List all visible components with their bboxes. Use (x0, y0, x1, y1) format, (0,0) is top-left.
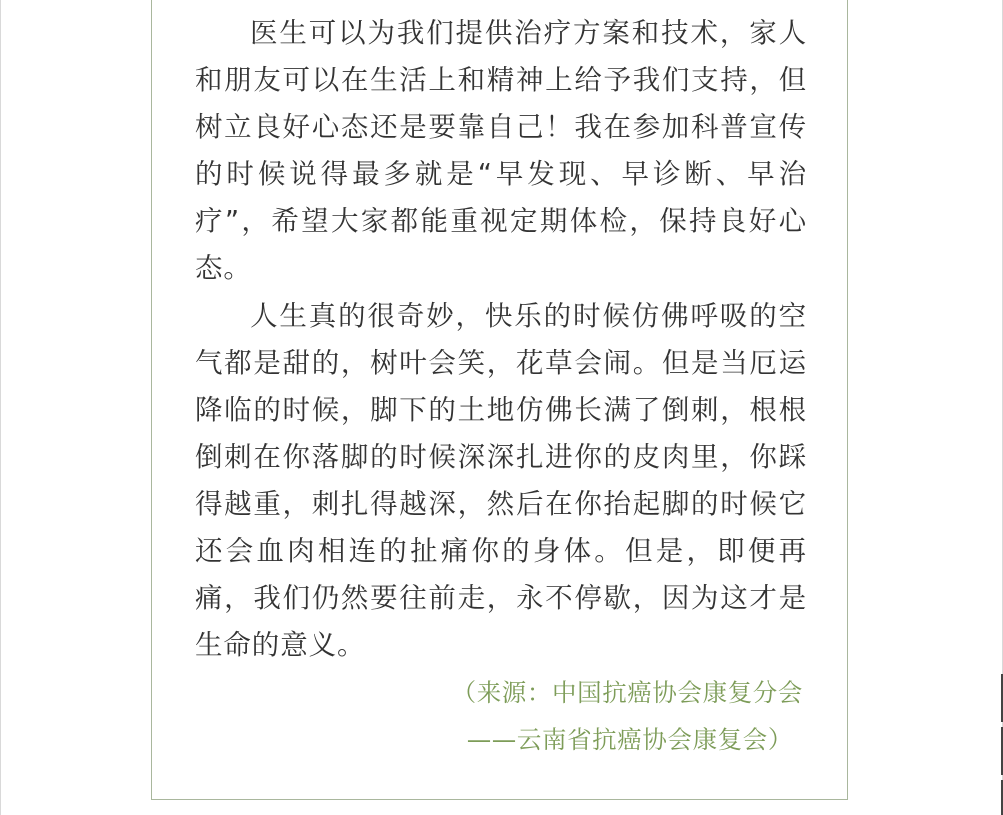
source-line: ——云南省抗癌协会康复会） (466, 725, 793, 755)
paragraph: 医生可以为我们提供治疗方案和技术，家人和朋友可以在生活上和精神上给予我们支持，但树立良好心态还是要靠自己！我在参加科普宣传的时候说得最多就是“早发现、早诊断、早治疗”，希望大家都能重视定期体检，保持良好心态。 (195, 17, 807, 285)
page-left-edge (0, 0, 1, 815)
article-body (195, 10, 807, 763)
source-attribution (195, 669, 807, 763)
paragraph: 人生真的很奇妙，快乐的时候仿佛呼吸的空气都是甜的，树叶会笑，花草会闹。但是当厄运降临的时候，脚下的土地仿佛长满了倒刺，根根倒刺在你落脚的时候深深扎进你的皮肉里，你踩得越重，刺扎得越深，然后在你抬起脚的时候它还会血肉相连的扯痛你的身体。但是，即便再痛，我们仍然要往前走，永不停歇，因为这才是生命的意义。 (195, 299, 807, 662)
source-line: （来源：中国抗癌协会康复分会 (451, 678, 803, 708)
